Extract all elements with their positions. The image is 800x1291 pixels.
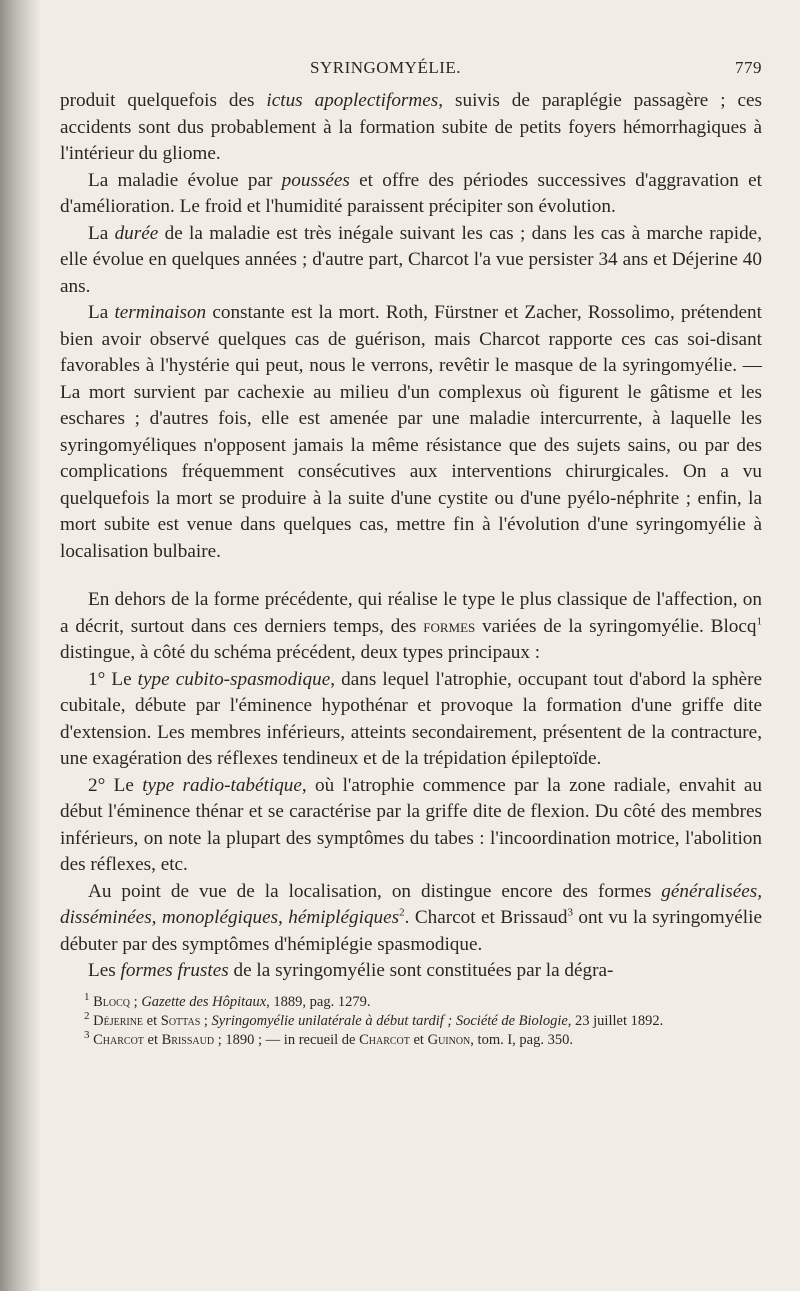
footnote-1: $^1$ Blocq ; Gazette des Hôpitaux, 1889, pag. 1279. — [84, 990, 371, 1010]
footnote-ref-1: 1 — [756, 615, 762, 628]
page-number: 779 — [735, 58, 762, 77]
body-text — [60, 88, 762, 985]
paragraph-type-cubito-spasmodique: 1° Le type cubito-spasmodique, dans lequel l'atrophie, occupant tout d'abord la sphère cubitale, débute par l'éminence hypothénar et provoque la formation d'une griffe dite d'extension. Les membres inférieurs, atteints secondairement, présentent de la contracture, une exagération des réflexes tendineux et de la trépidation épileptoïde. — [60, 668, 762, 769]
footnote-ref-3: 3 — [567, 906, 573, 919]
paragraph-terminaison: La terminaison constante est la mort. Roth, Fürstner et Zacher, Rossolimo, prétendent bien avoir observé quelques cas de guérison, mais Charcot rapporte ces cas soi-disant favorables à l'hystérie qui peut, nous le verrons, revêtir le masque de la syringomyélie. — La mort survient par cachexie au milieu d'un complexus où figurent le gâtisme et les eschares ; d'autres fois, elle est amenée par une maladie intercurrente, à laquelle les syringomyéliques n'opposent jamais la même résistance que des sujets sains, ou par des complications fréquemment consécutives aux interventions chirurgicales. On a vu quelquefois la mort se produire à la suite d'une cystite ou d'une pyélo-néphrite ; enfin, la mort subite est venue dans quelques cas, mettre fin à l'évolution d'une syringomyélie à localisation bulbaire. — [60, 302, 762, 562]
paragraph-formes-frustes: Les formes frustes de la syringomyélie sont constituées par la dégra- — [88, 960, 614, 981]
paragraph-type-radio-tabetique: 2° Le type radio-tabétique, où l'atrophie commence par la zone radiale, envahit au début l'éminence thénar et se caractérise par la griffe dite de flexion. Du côté des membres inférieurs, on note la plupart des symptômes du tabes : l'incoordination motrice, l'abolition des réflexes, etc. — [60, 774, 762, 875]
running-head — [60, 58, 762, 88]
book-binding-shadow — [0, 0, 40, 1291]
paragraph-ictus: produit quelquefois des ictus apoplectiformes, suivis de paraplégie passagère ; ces accidents sont dus probablement à la formation subite de petits foyers hémorrhagiques à l'intérieur du gliome. — [60, 90, 763, 164]
footnotes — [60, 990, 762, 1050]
footnote-ref-2: 2 — [399, 906, 405, 919]
footnote-2: $^2$ Déjerine et Sottas ; Syringomyélie unilatérale à début tardif ; Société de Biologie, 23 juillet 1892. — [84, 1009, 664, 1029]
running-title: SYRINGOMYÉLIE. — [310, 58, 462, 77]
paragraph-poussees: La maladie évolue par poussées et offre des périodes successives d'aggravation et d'amélioration. Le froid et l'humidité paraissent précipiter son évolution. — [60, 169, 762, 217]
paragraph-localisation: Au point de vue de la localisation, on distingue encore des formes généralisées, disséminées, monoplégiques, hémiplégiques$^2$. Charcot et Brissaud$^3$ ont vu la syringomyélie débuter par des symptômes d'hémiplégie spasmodique. — [60, 880, 762, 955]
book-page — [60, 58, 762, 1050]
paragraph-duree: La durée de la maladie est très inégale suivant les cas ; dans les cas à marche rapide, elle évolue en quelques années ; d'autre part, Charcot l'a vue persister 34 ans et Déjerine 40 ans. — [60, 222, 762, 297]
footnote-3: $^3$ Charcot et Brissaud ; 1890 ; — in recueil de Charcot et Guinon, tom. I, pag. 350. — [84, 1028, 573, 1048]
paragraph-formes: En dehors de la forme précédente, qui réalise le type le plus classique de l'affection, on a décrit, surtout dans ces derniers temps, des formes variées de la syringomyélie. Blocq$^1$ distingue, à côté du schéma précédent, deux types principaux : — [60, 589, 762, 663]
